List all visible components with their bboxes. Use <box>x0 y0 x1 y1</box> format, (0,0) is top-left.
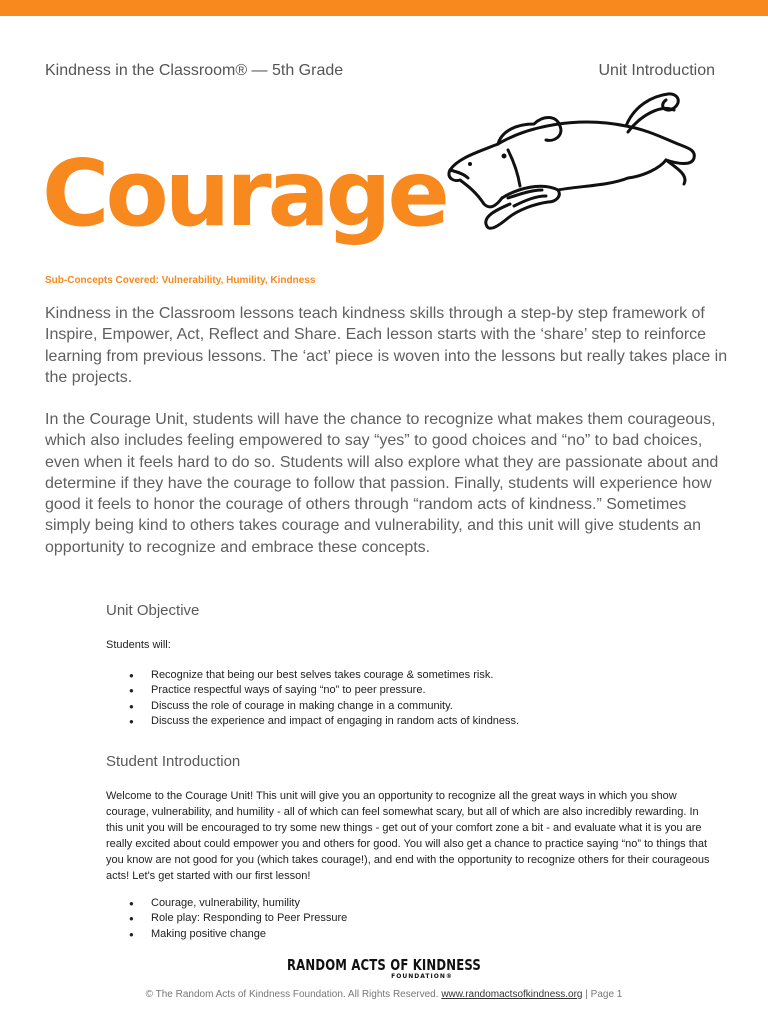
page-title: Courage <box>42 140 446 247</box>
intro-paragraph-framework: Kindness in the Classroom lessons teach kindness skills through a step-by step framework of Inspire, Empower, Act, Reflect and Share. Each lesson starts with the ‘share’ step to reinforce learning from previous lessons. The ‘act’ piece is woven into the lessons but really takes place in the projects. <box>45 305 728 386</box>
foundation-logo <box>250 956 518 980</box>
list-item: ● Discuss the role of courage in making change in a community. <box>129 699 519 714</box>
subconcepts-line: Sub-Concepts Covered: Vulnerability, Humility, Kindness <box>45 275 316 286</box>
footer-website-link[interactable]: www.randomactsofkindness.org <box>441 989 583 1000</box>
logo-subtitle: FOUNDATION® <box>391 973 453 980</box>
students-will-lead: Students will: <box>106 639 171 651</box>
logo-wordmark: RANDOM ACTS OF KINDNESS <box>286 956 481 974</box>
objective-list <box>129 668 519 729</box>
student-introduction-heading: Student Introduction <box>106 753 241 770</box>
footer-page-number: | Page 1 <box>585 989 623 1000</box>
footer-copyright: © The Random Acts of Kindness Foundation. All Rights Reserved. <box>145 989 439 1000</box>
intro-paragraph-unit: In the Courage Unit, students will have the chance to recognize what makes them courageous, which also includes feeling empowered to say “yes” to good choices and “no” to bad choices, even when it feels hard to do so. Students will also explore what they are passionate about and determine if they have the courage to follow that passion. Finally, students will experience how good it feels to honor the courage of others through “random acts of kindness.” Sometimes simply being kind to others takes courage and vulnerability, and this unit will give students an opportunity to recognize and embrace these concepts. <box>45 411 719 556</box>
list-item: ● Courage, vulnerability, humility <box>129 896 347 911</box>
list-item: ● Role play: Responding to Peer Pressure <box>129 911 347 926</box>
top-accent-bar <box>0 0 768 16</box>
header-section-label: Unit Introduction <box>598 62 715 79</box>
page-footer <box>0 989 768 1000</box>
list-item: ● Practice respectful ways of saying “no” to peer pressure. <box>129 683 519 698</box>
list-item: ● Making positive change <box>129 927 347 942</box>
list-item: ● Recognize that being our best selves takes courage & sometimes risk. <box>129 668 519 683</box>
list-item: ● Discuss the experience and impact of engaging in random acts of kindness. <box>129 714 519 729</box>
leaping-dog-illustration <box>438 86 703 241</box>
student-introduction-text: Welcome to the Courage Unit! This unit will give you an opportunity to recognize all the great ways in which you show courage, vulnerability, and humility - all of which can feel somewhat scary, but all of which are also incredibly rewarding. In this unit you will be encouraged to try some new things - get out of your comfort zone a bit - and evaluate what it is you are really excited about could empower you and others for good. You will also get a chance to practice saying “no” to things that you know are not good for you (which takes courage!), and end with the opportunity to recognize others for their courageous acts! Let's get started with our first lesson! <box>106 790 710 883</box>
introduction-topic-list <box>129 896 347 942</box>
unit-objective-heading: Unit Objective <box>106 602 200 619</box>
header-course-title: Kindness in the Classroom® — 5th Grade <box>45 62 344 79</box>
